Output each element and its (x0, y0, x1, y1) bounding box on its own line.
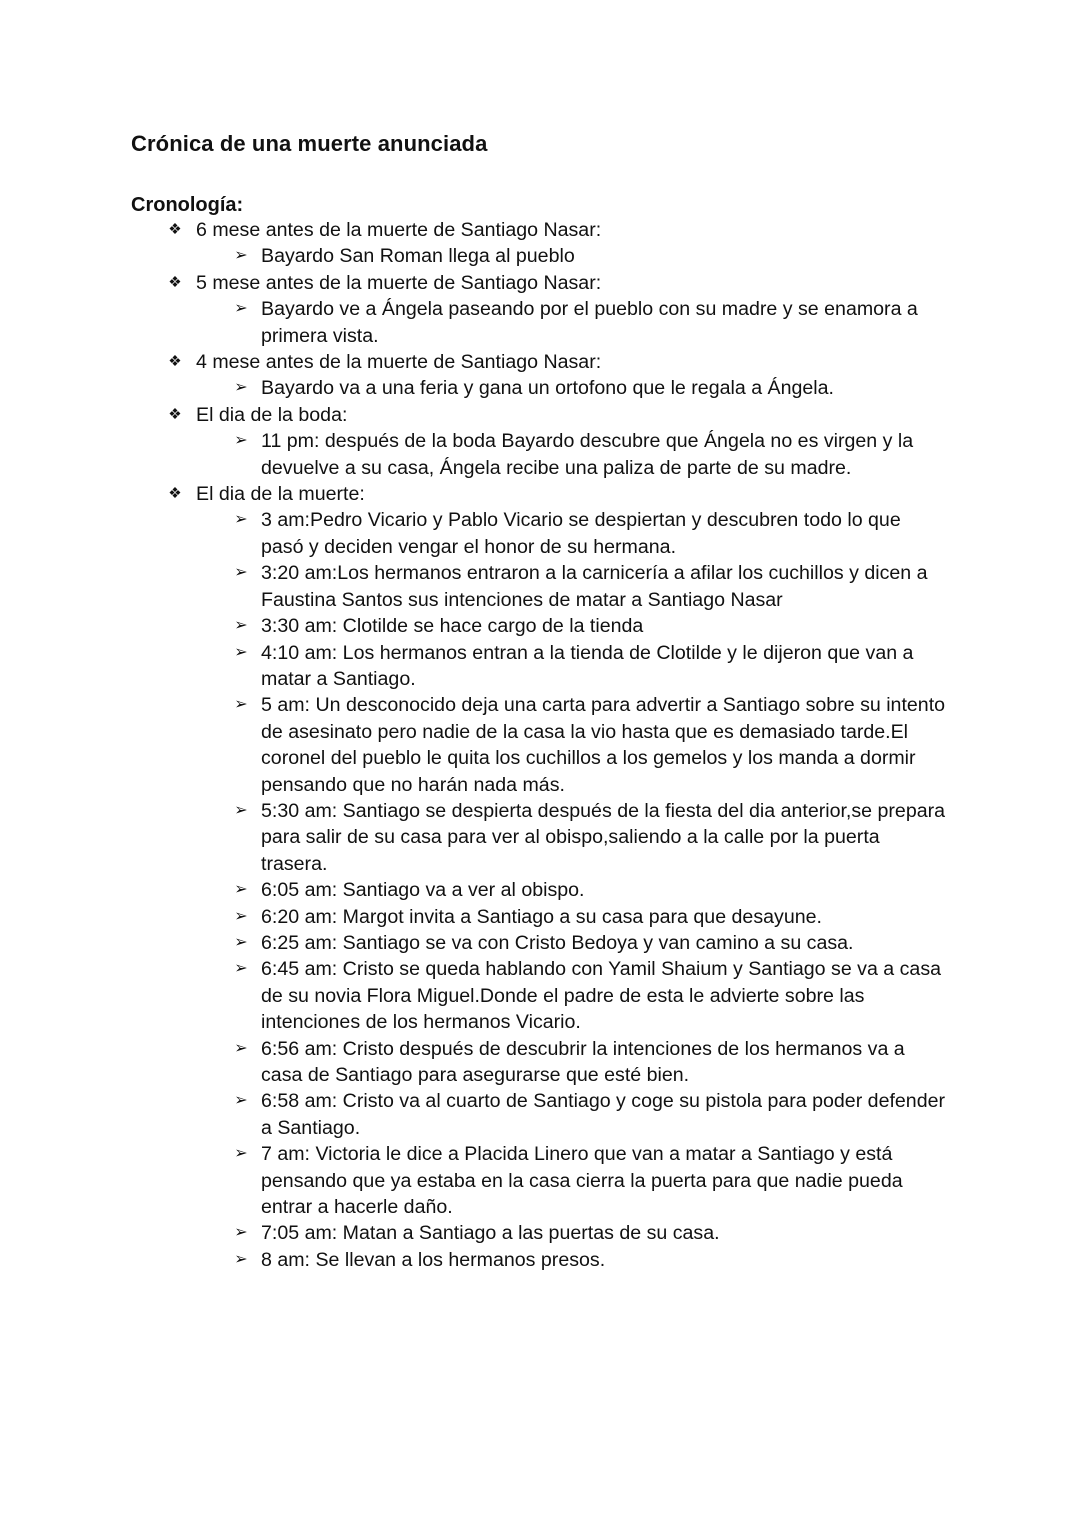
event-text: Bayardo ve a Ángela paseando por el pueblo con su madre y se enamora a primera vista. (261, 298, 918, 347)
arrow-bullet-icon: ➢ (234, 1145, 248, 1163)
arrow-bullet-icon: ➢ (234, 564, 248, 582)
section-heading: Cronología: (131, 194, 244, 216)
diamond-bullet-icon: ❖ (168, 221, 182, 238)
diamond-bullet-icon: ❖ (168, 485, 182, 503)
arrow-bullet-icon: ➢ (234, 379, 248, 397)
arrow-bullet-icon: ➢ (234, 960, 248, 978)
arrow-bullet-icon: ➢ (234, 801, 248, 819)
arrow-bullet-icon: ➢ (234, 1092, 248, 1110)
event-text: 7:05 am: Matan a Santiago a las puertas de su casa. (261, 1222, 720, 1245)
event-text: 3:30 am: Clotilde se hace cargo de la tienda (261, 615, 644, 638)
event-text: 6:05 am: Santiago va a ver al obispo. (261, 879, 585, 902)
event-item (0, 296, 946, 349)
arrow-bullet-icon: ➢ (234, 881, 248, 899)
period-heading (0, 217, 956, 243)
period-label: 4 mese antes de la muerte de Santiago Nasar: (196, 351, 602, 374)
event-item (0, 1141, 946, 1220)
event-item (0, 507, 946, 560)
period-heading (0, 270, 956, 296)
arrow-bullet-icon: ➢ (234, 1250, 248, 1268)
event-text: Bayardo va a una feria y gana un ortofono que le regala a Ángela. (261, 377, 834, 400)
arrow-bullet-icon: ➢ (234, 696, 248, 714)
event-text: 3:20 am:Los hermanos entraron a la carnicería a afilar los cuchillos y dicen a Faustina Santos sus intenciones de matar a Santiago Nasar (261, 562, 928, 611)
event-item (0, 375, 946, 401)
event-item (0, 560, 946, 613)
period-heading (0, 349, 956, 375)
event-list (0, 507, 1080, 1273)
event-item (0, 1220, 946, 1246)
event-item (0, 640, 946, 693)
event-text: 6:56 am: Cristo después de descubrir la intenciones de los hermanos va a casa de Santiago para asegurarse que esté bien. (261, 1037, 905, 1086)
period-heading (0, 402, 956, 428)
period-label: El dia de la boda: (196, 403, 348, 426)
event-text: 6:25 am: Santiago se va con Cristo Bedoya y van camino a su casa. (261, 931, 854, 954)
event-text: 6:58 am: Cristo va al cuarto de Santiago y coge su pistola para poder defender a Santiago. (261, 1090, 946, 1139)
event-list (0, 243, 1080, 269)
event-text: Bayardo San Roman llega al pueblo (261, 245, 575, 268)
event-text: 5:30 am: Santiago se despierta después de la fiesta del dia anterior,se prepara para salir de su casa para ver al obispo,saliendo a la calle por la puerta trasera. (261, 799, 946, 875)
event-text: 6:20 am: Margot invita a Santiago a su casa para que desayune. (261, 905, 822, 928)
chronology-list (0, 217, 1080, 1273)
timeline-period (0, 481, 1080, 1273)
document-title: Crónica de una muerte anunciada (131, 131, 488, 156)
timeline-period (0, 349, 1080, 402)
event-item (0, 692, 946, 798)
arrow-bullet-icon: ➢ (234, 617, 248, 635)
event-item (0, 798, 946, 877)
event-item (0, 904, 946, 930)
arrow-bullet-icon: ➢ (234, 907, 248, 925)
period-label: 6 mese antes de la muerte de Santiago Nasar: (196, 219, 602, 241)
event-item (0, 1088, 946, 1141)
event-text: 8 am: Se llevan a los hermanos presos. (261, 1248, 606, 1271)
arrow-bullet-icon: ➢ (234, 300, 248, 318)
event-text: 6:45 am: Cristo se queda hablando con Yamil Shaium y Santiago se va a casa de su novia Flora Miguel.Donde el padre de esta le advierte sobre las intenciones de los hermanos Vicario. (261, 958, 942, 1034)
timeline-period (0, 217, 1080, 270)
arrow-bullet-icon: ➢ (234, 1224, 248, 1242)
event-text: 4:10 am: Los hermanos entran a la tienda de Clotilde y le dijeron que van a matar a Santiago. (261, 641, 914, 690)
event-item (0, 428, 946, 481)
diamond-bullet-icon: ❖ (168, 405, 182, 423)
event-item (0, 930, 946, 956)
arrow-bullet-icon: ➢ (234, 643, 248, 661)
event-item (0, 956, 946, 1035)
arrow-bullet-icon: ➢ (234, 933, 248, 951)
event-item (0, 613, 946, 639)
arrow-bullet-icon: ➢ (234, 511, 248, 529)
period-label: 5 mese antes de la muerte de Santiago Nasar: (196, 271, 602, 294)
timeline-period (0, 270, 1080, 349)
timeline-period (0, 402, 1080, 481)
event-list (0, 296, 1080, 349)
period-heading (0, 481, 956, 507)
event-item (0, 1247, 946, 1273)
event-item (0, 877, 946, 903)
period-label: El dia de la muerte: (196, 483, 365, 506)
arrow-bullet-icon: ➢ (234, 432, 248, 450)
event-list (0, 375, 1080, 401)
arrow-bullet-icon: ➢ (234, 247, 248, 265)
diamond-bullet-icon: ❖ (168, 353, 182, 371)
event-item (0, 1036, 946, 1089)
event-list (0, 428, 1080, 481)
event-item (0, 243, 946, 269)
event-text: 3 am:Pedro Vicario y Pablo Vicario se despiertan y descubren todo lo que pasó y deciden vengar el honor de su hermana. (261, 509, 901, 558)
event-text: 7 am: Victoria le dice a Placida Linero que van a matar a Santiago y está pensando que ya estaba en la casa cierra la puerta para que nadie pueda entrar a hacerle daño. (261, 1143, 903, 1219)
event-text: 11 pm: después de la boda Bayardo descubre que Ángela no es virgen y la devuelve a su casa, Ángela recibe una paliza de parte de su madre. (261, 430, 914, 479)
arrow-bullet-icon: ➢ (234, 1039, 248, 1057)
event-text: 5 am: Un desconocido deja una carta para advertir a Santiago sobre su intento de asesinato pero nadie de la casa la vio hasta que es demasiado tarde.El coronel del pueblo le quita los cuchillos a los gemelos y los manda a dormir pensando que no harán nada más. (261, 694, 946, 796)
diamond-bullet-icon: ❖ (168, 273, 182, 291)
